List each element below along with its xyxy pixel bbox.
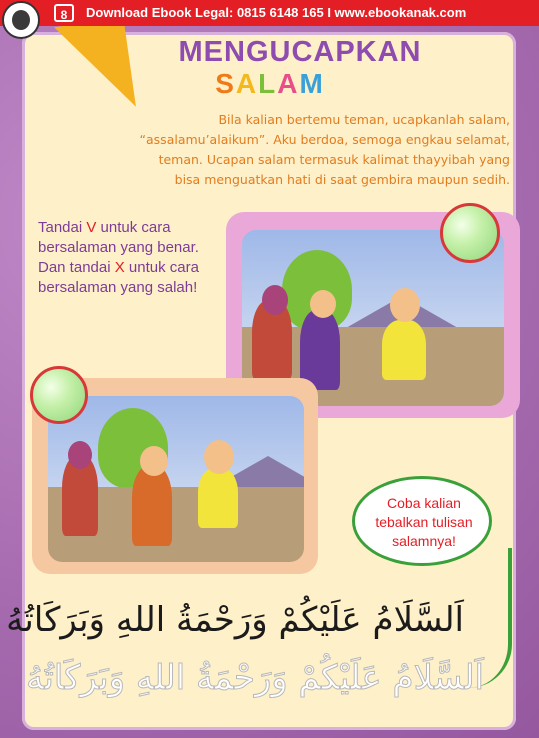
speech-bubble-text: Coba kalian tebalkan tulisan salamnya! — [375, 495, 473, 549]
publisher-logo — [2, 1, 40, 39]
intro-line: “assalamu’alaikum”. Aku berdoa, semoga engkau selamat, — [139, 132, 510, 147]
illustration-2 — [48, 396, 304, 562]
download-text: Download Ebook Legal: 0815 6148 165 I www.ebookanak.com — [86, 5, 467, 20]
intro-line: Bila kalian bertemu teman, ucapkanlah salam, — [218, 112, 510, 127]
intro-paragraph — [90, 110, 510, 190]
page-title-line1: MENGUCAPKAN — [178, 36, 422, 68]
arabic-greeting: اَلسَّلَامُ عَلَيْكُمْ وَرَحْمَةُ اللهِ وَبَرَكَاتُهُ — [6, 600, 464, 640]
header-bar — [0, 0, 539, 26]
page-title-line2 — [120, 68, 420, 100]
title-letter: A — [235, 68, 259, 99]
title-letter: S — [215, 68, 236, 99]
checkbox-circle-2[interactable] — [30, 366, 88, 424]
page-number: 8 — [54, 4, 74, 22]
instruction-text: Tandai V untuk cara bersalaman yang benar. Dan tandai X untuk cara bersalaman yang salah! — [38, 219, 199, 296]
title-letter: M — [299, 68, 325, 99]
checkbox-circle-1[interactable] — [440, 203, 500, 263]
mark-x: X — [114, 259, 125, 276]
intro-line: teman. Ucapan salam termasuk kalimat thayyibah yang — [158, 152, 510, 167]
mark-v: V — [86, 219, 97, 236]
title-letter: L — [258, 68, 278, 99]
intro-line: bisa menguatkan hati di saat gembira maupun sedih. — [174, 172, 510, 187]
arabic-trace-line[interactable]: اَلسَّلَامُ عَلَيْكُمْ وَرَحْمَةُ اللهِ وَبَرَكَاتُهُ — [26, 658, 484, 698]
title-letter: A — [277, 68, 300, 99]
